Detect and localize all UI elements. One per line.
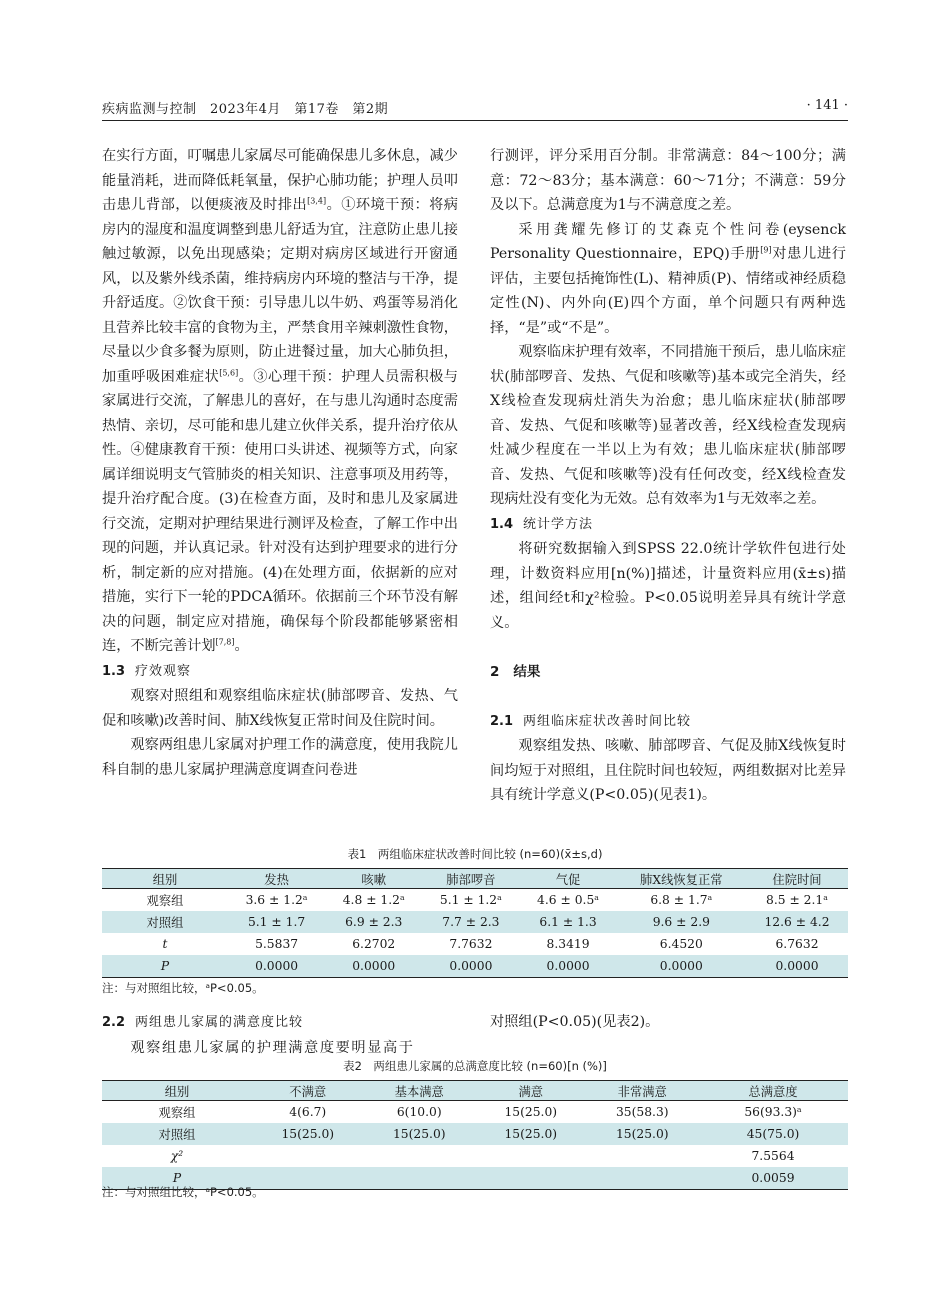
column-header: 总满意度 — [698, 1081, 848, 1101]
table-2-caption: 表2 两组患儿家属的总满意度比较 (n=60)[n (%)] — [343, 1059, 607, 1073]
spacer — [490, 635, 846, 660]
page-number: · 141 · — [806, 98, 848, 113]
column-header: 满意 — [475, 1081, 587, 1101]
journal-info: 疾病监测与控制 2023年4月 第17卷 第2期 — [102, 102, 389, 117]
citation-3-4: [3,4] — [307, 196, 327, 206]
section-2-1-paragraph: 观察组发热、咳嗽、肺部啰音、气促及肺X线恢复时间均短于对照组，且住院时间也较短，两组数据对比差异具有统计学意义(P<0.05)(见表1)。 — [490, 738, 846, 803]
section-1-4-paragraph: 将研究数据输入到SPSS 22.0统计学软件包进行处理，计数资料应用[n(%)]描述，计量资料应用(x̄±s)描述，组间经t和χ²检验。P<0.05说明差异具有统计学意义。 — [490, 541, 846, 631]
column-header: 发热 — [228, 869, 325, 889]
section-2-2-paragraph-left: 观察组患儿家属的护理满意度要明显高于 — [130, 1039, 415, 1056]
left-column — [102, 144, 458, 782]
efficacy-paragraph: 观察临床护理有效率，不同措施干预后，患儿临床症状(肺部啰音、发热、气促和咳嗽等)基本或完全消失，经X线检查发现病灶消失为治愈；患儿临床症状(肺部啰音、发热、气促和咳嗽等)显著改善，经X线检查发现病灶减少程度在一半以上为有效；患儿临床症状(肺部啰音、发热、气促和咳嗽等)没有任何改变，经X线检查发现病灶没有变化为无效。总有效率为1与无效率之差。 — [490, 344, 846, 507]
column-header: 气促 — [519, 869, 616, 889]
column-header: 组别 — [102, 1081, 252, 1101]
table-row: P 0.0059 — [102, 1167, 848, 1190]
section-1-3-paragraph-1: 观察对照组和观察组临床症状(肺部啰音、发热、气促和咳嗽)改善时间、肺X线恢复正常时间及住院时间。 — [102, 688, 458, 729]
table-1-note: 注：与对照组比较，ᵃP<0.05。 — [102, 981, 264, 995]
table-row: χ² 7.5564 — [170, 1149, 795, 1163]
epq-paragraph: 采用龚耀先修订的艾森克个性问卷(eysenck Personality Questionnaire，EPQ)手册[9]对患儿进行评估，主要包括掩饰性(L)、精神质(P)、情绪或神经质稳定性(N)、内外向(E)四个方面，单个问题只有两种选择，“是”或“不是”。 — [490, 221, 846, 336]
spacer — [490, 684, 846, 709]
citation-7-8: [7,8] — [215, 637, 235, 647]
table-row: t 5.5837 6.2702 7.7632 8.3419 6.4520 6.7632 — [162, 937, 819, 951]
table-1-caption: 表1 两组临床症状改善时间比较 (n=60)(x̄±s,d) — [347, 847, 603, 861]
section-2-1-heading: 2.1 两组临床症状改善时间比较 — [490, 713, 692, 729]
table-header-row — [102, 869, 848, 889]
table-1 — [102, 868, 848, 978]
citation-5-6: [5,6] — [219, 367, 239, 377]
column-header: 咳嗽 — [325, 869, 422, 889]
citation-9: [9] — [760, 245, 772, 255]
table-2-note: 注：与对照组比较，ᵃP<0.05。 — [102, 1185, 264, 1199]
satisfaction-criteria-paragraph: 行测评，评分采用百分制。非常满意：84～100分；满意：72～83分；基本满意：60～71分；不满意：59分及以下。总满意度为1与不满意度之差。 — [490, 148, 846, 213]
table-row: 观察组 4(6.7) 6(10.0) 15(25.0) 35(58.3) 56(93.3)ᵃ — [158, 1105, 802, 1120]
table-row: 对照组 5.1 ± 1.7 6.9 ± 2.3 7.7 ± 2.3 6.1 ± 1.3 9.6 ± 2.9 12.6 ± 4.2 — [102, 911, 848, 933]
column-header: 肺X线恢复正常 — [617, 869, 746, 889]
column-header: 不满意 — [252, 1081, 364, 1101]
column-header: 组别 — [102, 869, 228, 889]
column-header: 基本满意 — [364, 1081, 476, 1101]
right-column — [490, 144, 846, 808]
paragraph-plan-implementation: 在实行方面，叮嘱患儿家属尽可能确保患儿多休息，减少能量消耗，进而降低耗氧量，保护心肺功能；护理人员叩击患儿背部，以便痰液及时排出[3,4]。①环境干预：将病房内的湿度和温度调整到患儿舒适为宜，注意防止患儿接触过敏源，以免出现感染；定期对病房区域进行开窗通风，以及紫外线杀菌，维持病房内环境的整洁与干净，提升舒适度。②饮食干预：引导患儿以牛奶、鸡蛋等易消化且营养比较丰富的食物为主，严禁食用辛辣刺激性食物，尽量以少食多餐为原则，防止进餐过量，加大心肺负担，加重呼吸困难症状[5,6]。③心理干预：护理人员需积极与家属进行交流，了解患儿的喜好，在与患儿沟通时态度需热情、亲切，尽可能和患儿建立伙伴关系，提升治疗依从性。④健康教育干预：使用口头讲述、视频等方式，向家属详细说明支气管肺炎的相关知识、注意事项及用药等，提升治疗配合度。(3)在检查方面，及时和患儿及家属进行交流，定期对护理结果进行测评及检查，了解工作中出现的问题，并认真记录。针对没有达到护理要求的进行分析，制定新的应对措施。(4)在处理方面，依据新的应对措施，实行下一轮的PDCA循环。依据前三个环节没有解决的问题，制定应对措施，确保每个阶段都能够紧密相连，不断完善计划[7,8]。 — [102, 148, 458, 654]
table-2 — [102, 1080, 848, 1190]
section-1-3-paragraph-2: 观察两组患儿家属对护理工作的满意度，使用我院儿科自制的患儿家属护理满意度调查问卷进 — [102, 737, 458, 778]
section-2-2-heading: 2.2 两组患儿家属的满意度比较 — [102, 1015, 304, 1030]
table-row: P 0.0000 0.0000 0.0000 0.0000 0.0000 0.0000 — [102, 955, 848, 978]
table-row: 对照组 15(25.0) 15(25.0) 15(25.0) 15(25.0) 45(75.0) — [102, 1123, 848, 1145]
section-2-heading: 2 结果 — [490, 663, 541, 680]
column-header: 住院时间 — [746, 869, 848, 889]
section-2-2-paragraph-right: 对照组(P<0.05)(见表2)。 — [490, 1014, 660, 1030]
running-header — [102, 96, 848, 121]
column-header: 肺部啰音 — [422, 869, 519, 889]
column-header: 非常满意 — [587, 1081, 699, 1101]
table-header-row — [102, 1081, 848, 1101]
section-2-2-block — [102, 1010, 458, 1060]
table-row: 观察组 3.6 ± 1.2ᵃ 4.8 ± 1.2ᵃ 5.1 ± 1.2ᵃ 4.6 ± 0.5ᵃ 6.8 ± 1.7ᵃ 8.5 ± 2.1ᵃ — [146, 893, 828, 908]
section-1-3-heading: 1.3 疗效观察 — [102, 663, 192, 679]
section-1-4-heading: 1.4 统计学方法 — [490, 516, 594, 532]
